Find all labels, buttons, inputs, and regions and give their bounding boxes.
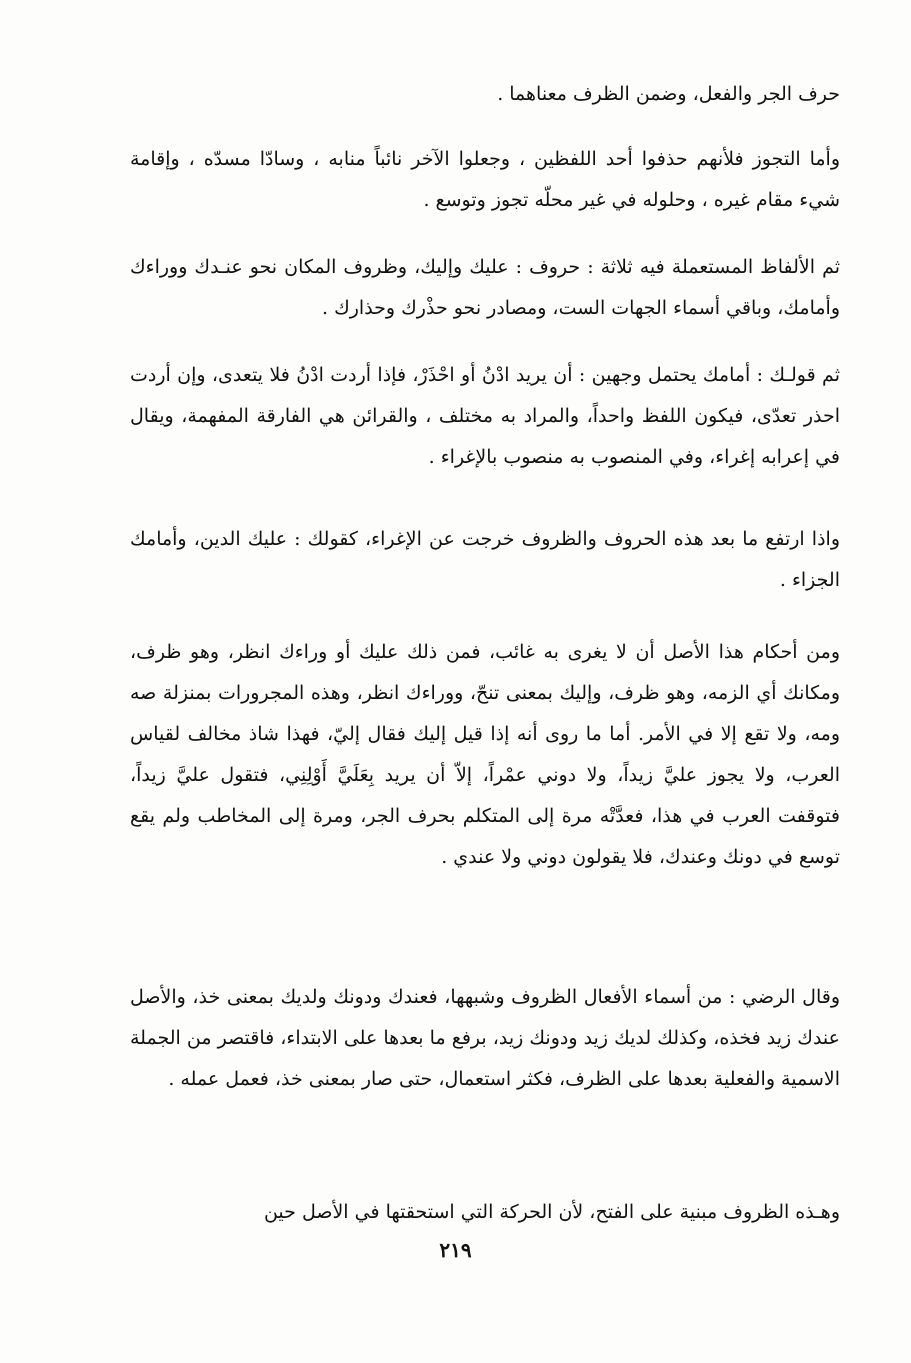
page-number: ٢١٩ [439,1238,472,1262]
paragraph-1: حرف الجر والفعل، وضمن الظرف معناهما . [497,83,840,105]
paragraph-7: وقال الرضي : من أسماء الأفعال الظروف وشبهها، فعندك ودونك ولديك بمعنى خذ، والأصل عندك زيد فخذه، وكذلك لديك زيد ودونك زيد، برفع ما بعدها على الابتداء، فاقتصر من الجملة الاسمية والفعلية بعدها على الظرف، فكثر استعمال، حتى صار بمعنى خذ، فعمل عمله . [130,986,840,1090]
paragraph-6: ومن أحكام هذا الأصل أن لا يغرى به غائب، فمن ذلك عليك أو وراءك انظر، وهو ظرف، ومكانك أي الزمه، وهو ظرف، وإليك بمعنى تنحّ، ووراءك انظر، وهذه المجرورات بمنزلة صه ومه، ولا تقع إلا في الأمر. أما ما روى أنه إذا قيل إليك فقال إليّ، فهذا شاذ مخالف لقياس العرب، ولا يجوز عليَّ زيداً، ولا دوني عمْراً، إلاّ أن يريد بِعَلَيَّ أَوْلِنِي، فتقول عليَّ زيداً، فتوقفت العرب في هذا، فعدَّتْه مرة إلى المتكلم بحرف الجر، ومرة إلى المخاطب ولم يقع توسع في دونك وعندك، فلا يقولون دوني ولا عندي . [130,641,840,868]
paragraph-8: وهـذه الظروف مبنية على الفتح، لأن الحركة التي استحقتها في الأصل حين [263,1201,840,1223]
paragraph-4: ثم قولـك : أمامك يحتمل وجهين : أن يريد ادْنُ أو احْذَرْ، فإذا أردت ادْنُ فلا يتعدى، وإن أردت احذر تعدّى، فيكون اللفظ واحداً، والمراد به مختلف ، والقرائن هي الفارقة المفهمة، ويقال في إعرابه إغراء، وفي المنصوب به منصوب بالإغراء . [130,364,840,468]
paragraph-2: وأما التجوز فلأنهم حذفوا أحد اللفظين ، وجعلوا الآخر نائباً منابه ، وسادّا مسدّه ، وإقامة شيء مقام غيره ، وحلوله في غير محلّه تجوز وتوسع . [130,148,840,211]
paragraph-5: واذا ارتفع ما بعد هذه الحروف والظروف خرجت عن الإغراء، كقولك : عليك الدين، وأمامك الجزاء . [130,528,840,591]
paragraph-3: ثم الألفاظ المستعملة فيه ثلاثة : حروف : عليك وإليك، وظروف المكان نحو عنـدك ووراءك وأمامك، وباقي أسماء الجهات الست، ومصادر نحو حذْرك وحذارك . [130,256,840,319]
